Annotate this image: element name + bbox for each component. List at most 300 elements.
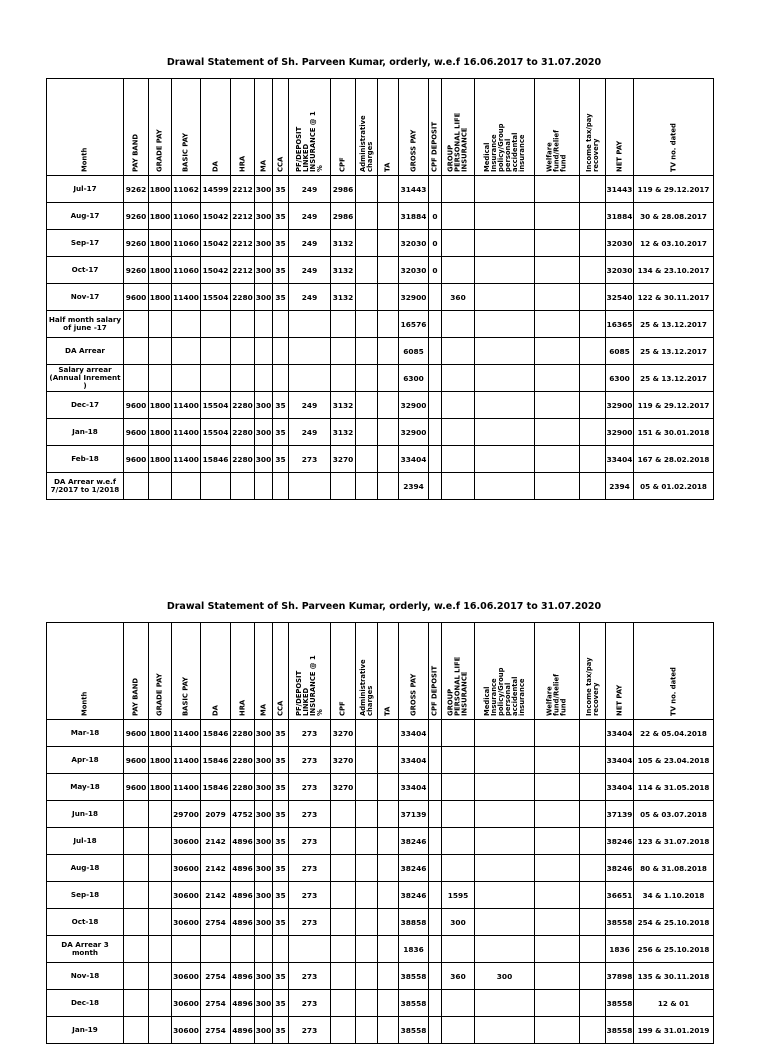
cell-welfare-fund: [535, 747, 580, 774]
cell-cpf: [331, 365, 356, 392]
cell-welfare-fund: [535, 1017, 580, 1044]
cell-gross-pay: 32900: [399, 392, 429, 419]
cell-group-insurance: [442, 338, 475, 365]
column-header-admin-charges: [356, 623, 378, 720]
cell-grade-pay: 1800: [149, 774, 172, 801]
cell-cpf-deposit: [429, 446, 442, 473]
cell-pf-deposit: [289, 365, 331, 392]
cell-month: Aug-17: [47, 203, 124, 230]
cell-income-tax: [580, 365, 606, 392]
cell-da: 15042: [201, 257, 231, 284]
cell-cpf: 3132: [331, 230, 356, 257]
cell-cca: 35: [273, 446, 289, 473]
cell-gross-pay: 1836: [399, 936, 429, 963]
cell-basic-pay: 30600: [172, 828, 201, 855]
cell-cpf: 2986: [331, 203, 356, 230]
cell-ma: 300: [255, 284, 273, 311]
cell-hra: [231, 936, 255, 963]
cell-cpf-deposit: [429, 311, 442, 338]
cell-income-tax: [580, 828, 606, 855]
cell-net-pay: 2394: [606, 473, 634, 500]
cell-gross-pay: 38558: [399, 1017, 429, 1044]
cell-grade-pay: 1800: [149, 446, 172, 473]
cell-pf-deposit: 273: [289, 446, 331, 473]
cell-grade-pay: [149, 936, 172, 963]
cell-cca: 35: [273, 963, 289, 990]
cell-net-pay: 37898: [606, 963, 634, 990]
cell-income-tax: [580, 963, 606, 990]
cell-group-insurance: [442, 257, 475, 284]
cell-gross-pay: 38558: [399, 990, 429, 1017]
cell-basic-pay: 30600: [172, 909, 201, 936]
cell-cpf: [331, 909, 356, 936]
cell-pay-band: 9260: [124, 230, 149, 257]
cell-medical-insurance: [475, 176, 535, 203]
cell-ta: [378, 311, 399, 338]
cell-month: Mar-18: [47, 720, 124, 747]
column-header-cca: [273, 623, 289, 720]
cell-admin-charges: [356, 855, 378, 882]
cell-medical-insurance: [475, 936, 535, 963]
cell-admin-charges: [356, 473, 378, 500]
cell-da: 15846: [201, 774, 231, 801]
cell-net-pay: 31884: [606, 203, 634, 230]
cell-medical-insurance: [475, 909, 535, 936]
cell-welfare-fund: [535, 936, 580, 963]
column-header-month: [47, 79, 124, 176]
cell-admin-charges: [356, 392, 378, 419]
cell-grade-pay: [149, 855, 172, 882]
cell-gross-pay: 38246: [399, 855, 429, 882]
column-header-gross-pay: [399, 79, 429, 176]
cell-cpf-deposit: [429, 801, 442, 828]
cell-pay-band: [124, 365, 149, 392]
cell-grade-pay: 1800: [149, 230, 172, 257]
cell-cpf: 2986: [331, 176, 356, 203]
cell-da: [201, 338, 231, 365]
cell-cpf: 3132: [331, 257, 356, 284]
cell-month: Dec-18: [47, 990, 124, 1017]
cell-ma: 300: [255, 720, 273, 747]
column-header-label: TV no. dated: [669, 123, 677, 172]
cell-ta: [378, 936, 399, 963]
cell-da: 2142: [201, 882, 231, 909]
cell-da: 2754: [201, 1017, 231, 1044]
cell-cpf-deposit: [429, 365, 442, 392]
table-row: [47, 257, 714, 284]
cell-ma: 300: [255, 990, 273, 1017]
cell-net-pay: 38558: [606, 990, 634, 1017]
table-row: [47, 882, 714, 909]
column-header-label: Administrative charges: [358, 659, 374, 716]
cell-tv-no: 119 & 29.12.2017: [634, 176, 714, 203]
column-header-label: PF/DEPOSIT LINKED INSURANCE @ 1 %: [294, 655, 324, 716]
cell-cpf-deposit: [429, 284, 442, 311]
cell-da: 15846: [201, 747, 231, 774]
cell-cpf-deposit: [429, 1017, 442, 1044]
column-header-label: BASIC PAY: [181, 676, 190, 716]
cell-hra: 4896: [231, 990, 255, 1017]
column-header-label: CPF DEPOSIT: [430, 665, 439, 716]
cell-hra: 2280: [231, 284, 255, 311]
cell-net-pay: 38246: [606, 855, 634, 882]
cell-cca: 35: [273, 882, 289, 909]
column-header-basic-pay: [172, 623, 201, 720]
column-header-cpf-deposit: [429, 79, 442, 176]
cell-month: Jun-18: [47, 801, 124, 828]
cell-pf-deposit: 273: [289, 909, 331, 936]
cell-cpf: [331, 963, 356, 990]
column-header-ta: [378, 79, 399, 176]
cell-welfare-fund: [535, 446, 580, 473]
cell-admin-charges: [356, 990, 378, 1017]
cell-ta: [378, 990, 399, 1017]
cell-group-insurance: [442, 990, 475, 1017]
cell-pay-band: [124, 801, 149, 828]
column-header-grade-pay: [149, 623, 172, 720]
column-header-pf-deposit: [289, 623, 331, 720]
cell-hra: 4896: [231, 882, 255, 909]
cell-medical-insurance: [475, 446, 535, 473]
cell-gross-pay: 33404: [399, 446, 429, 473]
cell-medical-insurance: [475, 257, 535, 284]
cell-da: 2754: [201, 909, 231, 936]
cell-gross-pay: 38558: [399, 963, 429, 990]
cell-da: 15042: [201, 230, 231, 257]
column-header-label: GROUP PERSONAL LIFE INSURANCE: [446, 112, 469, 172]
cell-tv-no: 122 & 30.11.2017: [634, 284, 714, 311]
table-row: [47, 963, 714, 990]
column-header-label: MA: [259, 159, 267, 172]
cell-welfare-fund: [535, 801, 580, 828]
cell-basic-pay: 30600: [172, 882, 201, 909]
cell-admin-charges: [356, 936, 378, 963]
cell-admin-charges: [356, 909, 378, 936]
cell-hra: 2280: [231, 419, 255, 446]
cell-income-tax: [580, 311, 606, 338]
column-header-label: DA: [211, 705, 219, 716]
cell-tv-no: 12 & 03.10.2017: [634, 230, 714, 257]
cell-cca: 35: [273, 284, 289, 311]
statement-title: Drawal Statement of Sh. Parveen Kumar, orderly, w.e.f 16.06.2017 to 31.07.2020: [166, 601, 602, 612]
cell-hra: 4752: [231, 801, 255, 828]
column-header-tv-no: [634, 79, 714, 176]
cell-net-pay: 38558: [606, 909, 634, 936]
cell-ma: 300: [255, 774, 273, 801]
column-header-label: NET PAY: [615, 140, 623, 172]
cell-ta: [378, 882, 399, 909]
cell-welfare-fund: [535, 230, 580, 257]
cell-income-tax: [580, 473, 606, 500]
cell-admin-charges: [356, 720, 378, 747]
cell-pf-deposit: 273: [289, 963, 331, 990]
cell-month: Dec-17: [47, 392, 124, 419]
cell-cpf: 3270: [331, 720, 356, 747]
cell-group-insurance: [442, 1017, 475, 1044]
cell-ta: [378, 963, 399, 990]
column-header-label: PF/DEPOSIT LINKED INSURANCE @ 1 %: [294, 111, 324, 172]
cell-gross-pay: 16576: [399, 311, 429, 338]
column-header-grade-pay: [149, 79, 172, 176]
cell-hra: [231, 311, 255, 338]
table-row: [47, 990, 714, 1017]
cell-hra: 2212: [231, 203, 255, 230]
column-header-da: [201, 79, 231, 176]
cell-basic-pay: 11400: [172, 284, 201, 311]
cell-income-tax: [580, 338, 606, 365]
column-header-label: DA: [211, 161, 219, 172]
cell-gross-pay: 31884: [399, 203, 429, 230]
cell-da: [201, 473, 231, 500]
cell-basic-pay: [172, 936, 201, 963]
cell-net-pay: 33404: [606, 774, 634, 801]
column-header-income-tax: [580, 79, 606, 176]
cell-cca: [273, 936, 289, 963]
cell-tv-no: 135 & 30.11.2018: [634, 963, 714, 990]
cell-cpf-deposit: [429, 909, 442, 936]
cell-cpf-deposit: [429, 882, 442, 909]
cell-welfare-fund: [535, 338, 580, 365]
cell-pf-deposit: 273: [289, 990, 331, 1017]
cell-medical-insurance: [475, 311, 535, 338]
cell-hra: 4896: [231, 1017, 255, 1044]
cell-ma: [255, 365, 273, 392]
cell-net-pay: 32540: [606, 284, 634, 311]
cell-income-tax: [580, 176, 606, 203]
cell-income-tax: [580, 230, 606, 257]
cell-welfare-fund: [535, 963, 580, 990]
cell-income-tax: [580, 801, 606, 828]
cell-cca: [273, 311, 289, 338]
cell-da: [201, 311, 231, 338]
cell-pf-deposit: 249: [289, 257, 331, 284]
cell-admin-charges: [356, 828, 378, 855]
cell-grade-pay: 1800: [149, 257, 172, 284]
cell-income-tax: [580, 882, 606, 909]
cell-welfare-fund: [535, 473, 580, 500]
cell-net-pay: 32900: [606, 419, 634, 446]
cell-pay-band: 9600: [124, 284, 149, 311]
cell-admin-charges: [356, 774, 378, 801]
cell-gross-pay: 38858: [399, 909, 429, 936]
cell-tv-no: 12 & 01: [634, 990, 714, 1017]
column-header-basic-pay: [172, 79, 201, 176]
cell-basic-pay: [172, 311, 201, 338]
cell-income-tax: [580, 419, 606, 446]
cell-tv-no: 256 & 25.10.2018: [634, 936, 714, 963]
cell-month: Oct-17: [47, 257, 124, 284]
cell-group-insurance: [442, 203, 475, 230]
cell-welfare-fund: [535, 774, 580, 801]
column-header-label: PAY BAND: [131, 133, 140, 172]
column-header-cpf-deposit: [429, 623, 442, 720]
cell-admin-charges: [356, 882, 378, 909]
cell-pf-deposit: 273: [289, 774, 331, 801]
table-row: [47, 747, 714, 774]
cell-income-tax: [580, 446, 606, 473]
column-header-label: Income tax/pay recovery: [584, 657, 600, 716]
cell-cpf-deposit: [429, 963, 442, 990]
cell-net-pay: 38246: [606, 828, 634, 855]
cell-basic-pay: 29700: [172, 801, 201, 828]
cell-pf-deposit: 273: [289, 747, 331, 774]
cell-basic-pay: [172, 365, 201, 392]
table-row: [47, 720, 714, 747]
cell-ma: 300: [255, 446, 273, 473]
drawal-statement-table: [46, 622, 714, 1044]
cell-medical-insurance: [475, 203, 535, 230]
cell-month: DA Arrear 3 month: [47, 936, 124, 963]
cell-group-insurance: [442, 936, 475, 963]
cell-pay-band: 9600: [124, 392, 149, 419]
cell-ta: [378, 203, 399, 230]
column-header-cca: [273, 79, 289, 176]
cell-cpf: [331, 1017, 356, 1044]
cell-da: 2754: [201, 990, 231, 1017]
cell-cpf-deposit: [429, 774, 442, 801]
cell-pay-band: [124, 963, 149, 990]
cell-cpf-deposit: 0: [429, 230, 442, 257]
cell-month: Aug-18: [47, 855, 124, 882]
cell-gross-pay: 37139: [399, 801, 429, 828]
cell-basic-pay: 11400: [172, 774, 201, 801]
cell-pay-band: 9600: [124, 747, 149, 774]
column-header-label: GROUP PERSONAL LIFE INSURANCE: [446, 656, 469, 716]
cell-basic-pay: 11060: [172, 203, 201, 230]
column-header-label: CCA: [276, 156, 284, 172]
cell-basic-pay: [172, 338, 201, 365]
column-header-pay-band: [124, 79, 149, 176]
cell-admin-charges: [356, 311, 378, 338]
column-header-label: Month: [80, 691, 89, 716]
cell-month: Oct-18: [47, 909, 124, 936]
column-header-ma: [255, 79, 273, 176]
cell-basic-pay: 11400: [172, 747, 201, 774]
cell-ta: [378, 284, 399, 311]
cell-ma: 300: [255, 909, 273, 936]
cell-gross-pay: 38246: [399, 828, 429, 855]
cell-pay-band: [124, 311, 149, 338]
cell-group-insurance: [442, 446, 475, 473]
cell-gross-pay: 33404: [399, 747, 429, 774]
cell-cpf-deposit: [429, 855, 442, 882]
cell-month: Sep-17: [47, 230, 124, 257]
cell-cca: [273, 473, 289, 500]
cell-welfare-fund: [535, 257, 580, 284]
cell-hra: 4896: [231, 963, 255, 990]
cell-month: Feb-18: [47, 446, 124, 473]
column-header-label: CPF DEPOSIT: [430, 121, 439, 172]
cell-cpf-deposit: [429, 990, 442, 1017]
cell-ma: 300: [255, 230, 273, 257]
cell-basic-pay: 11400: [172, 392, 201, 419]
cell-month: DA Arrear w.e.f 7/2017 to 1/2018: [47, 473, 124, 500]
cell-welfare-fund: [535, 365, 580, 392]
cell-cpf-deposit: [429, 473, 442, 500]
cell-basic-pay: 30600: [172, 990, 201, 1017]
column-header-ma: [255, 623, 273, 720]
cell-hra: 4896: [231, 828, 255, 855]
cell-month: Nov-17: [47, 284, 124, 311]
table-row: [47, 909, 714, 936]
cell-grade-pay: 1800: [149, 392, 172, 419]
column-header-hra: [231, 79, 255, 176]
cell-da: 15846: [201, 446, 231, 473]
cell-welfare-fund: [535, 203, 580, 230]
cell-income-tax: [580, 720, 606, 747]
cell-ta: [378, 1017, 399, 1044]
cell-month: DA Arrear: [47, 338, 124, 365]
cell-ma: [255, 936, 273, 963]
column-header-label: HRA: [238, 155, 246, 172]
cell-da: 15042: [201, 203, 231, 230]
cell-admin-charges: [356, 284, 378, 311]
cell-basic-pay: 30600: [172, 1017, 201, 1044]
cell-pay-band: 9600: [124, 446, 149, 473]
cell-da: 2754: [201, 963, 231, 990]
column-header-label: TV no. dated: [669, 667, 677, 716]
cell-ta: [378, 473, 399, 500]
cell-pay-band: 9260: [124, 203, 149, 230]
cell-gross-pay: 33404: [399, 774, 429, 801]
table-row: [47, 801, 714, 828]
cell-cpf: 3132: [331, 284, 356, 311]
cell-cpf-deposit: [429, 176, 442, 203]
cell-medical-insurance: [475, 990, 535, 1017]
cell-welfare-fund: [535, 419, 580, 446]
cell-cca: 35: [273, 828, 289, 855]
table-row: [47, 936, 714, 963]
cell-ta: [378, 828, 399, 855]
cell-cpf: 3132: [331, 419, 356, 446]
column-header-label: CCA: [276, 700, 284, 716]
cell-ma: [255, 473, 273, 500]
column-header-hra: [231, 623, 255, 720]
cell-da: 15846: [201, 720, 231, 747]
cell-cpf: [331, 828, 356, 855]
cell-welfare-fund: [535, 284, 580, 311]
cell-medical-insurance: [475, 392, 535, 419]
cell-group-insurance: [442, 720, 475, 747]
cell-medical-insurance: [475, 828, 535, 855]
cell-cca: 35: [273, 774, 289, 801]
cell-cca: [273, 365, 289, 392]
cell-tv-no: 119 & 29.12.2017: [634, 392, 714, 419]
cell-month: Nov-18: [47, 963, 124, 990]
cell-welfare-fund: [535, 176, 580, 203]
cell-ta: [378, 909, 399, 936]
column-header-label: Administrative charges: [358, 115, 374, 172]
cell-income-tax: [580, 909, 606, 936]
cell-grade-pay: 1800: [149, 747, 172, 774]
cell-admin-charges: [356, 203, 378, 230]
column-header-label: Income tax/pay recovery: [584, 113, 600, 172]
column-header-label: NET PAY: [615, 684, 623, 716]
cell-cca: 35: [273, 909, 289, 936]
cell-welfare-fund: [535, 882, 580, 909]
cell-da: 15504: [201, 392, 231, 419]
column-header-label: Month: [80, 147, 89, 172]
cell-month: Sep-18: [47, 882, 124, 909]
cell-medical-insurance: [475, 473, 535, 500]
cell-tv-no: 05 & 03.07.2018: [634, 801, 714, 828]
column-header-income-tax: [580, 623, 606, 720]
cell-ma: [255, 311, 273, 338]
table-row: [47, 203, 714, 230]
cell-net-pay: 32030: [606, 257, 634, 284]
cell-pay-band: 9600: [124, 774, 149, 801]
column-header-label: GROSS PAY: [409, 129, 417, 172]
